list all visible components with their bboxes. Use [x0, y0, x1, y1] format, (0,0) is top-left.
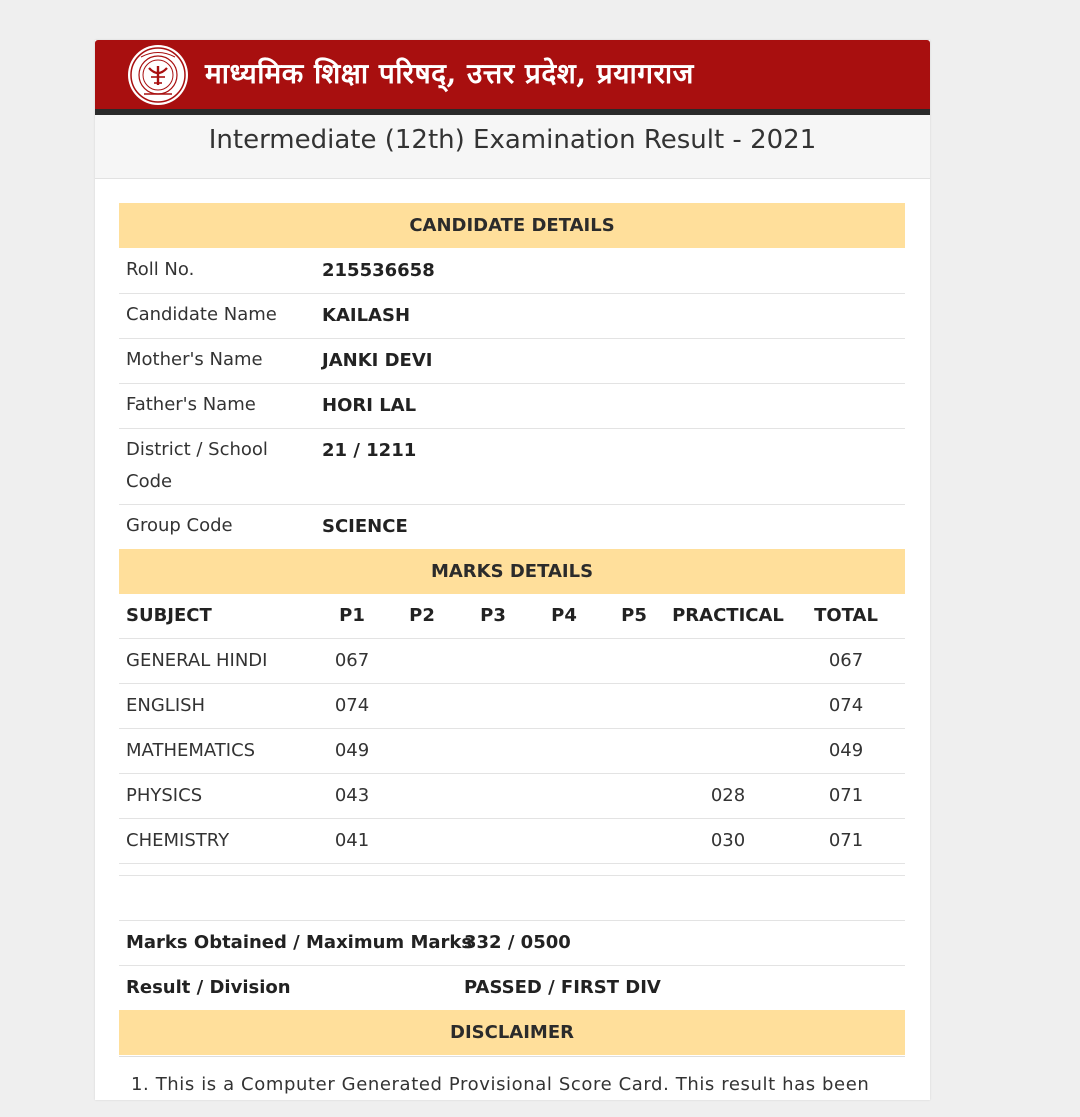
- table-row: [119, 819, 905, 864]
- p4-cell: [539, 774, 589, 818]
- result-division-row: [119, 966, 905, 1010]
- p3-cell: [468, 639, 518, 683]
- p5-cell: [609, 684, 659, 728]
- practical-cell: [672, 729, 784, 773]
- subject-cell: MATHEMATICS: [126, 740, 256, 761]
- exam-title: Intermediate (12th) Examination Result - 2021: [208, 125, 817, 155]
- p5-cell: [609, 819, 659, 863]
- p5-cell: [609, 639, 659, 683]
- column-header-subject: SUBJECT: [126, 605, 212, 626]
- p3-cell: [468, 774, 518, 818]
- p5-cell: [609, 774, 659, 818]
- table-spacer-row: [119, 876, 905, 921]
- father-name-label: Father's Name: [126, 394, 256, 415]
- district-school-code-value: 21 / 1211: [322, 440, 417, 461]
- mother-name-row: [119, 338, 905, 384]
- roll-number-value: 215536658: [322, 260, 435, 281]
- practical-cell: [672, 684, 784, 728]
- marks-obtained-value: 332 / 0500: [464, 932, 571, 953]
- board-header: [95, 40, 930, 109]
- p1-cell: 041: [334, 830, 370, 851]
- mother-name-value: JANKI DEVI: [322, 350, 433, 371]
- column-header-total: TOTAL: [814, 605, 878, 626]
- p3-cell: [468, 684, 518, 728]
- disclaimer-box: [119, 1056, 905, 1117]
- candidate-name-label: Candidate Name: [126, 304, 277, 325]
- mother-name-label: Mother's Name: [126, 349, 263, 370]
- group-code-label: Group Code: [126, 515, 233, 536]
- table-row: [119, 639, 905, 684]
- subject-cell: ENGLISH: [126, 695, 206, 716]
- p5-cell: [609, 729, 659, 773]
- group-code-row: [119, 504, 905, 549]
- district-school-code-row: [119, 428, 905, 505]
- subject-cell: GENERAL HINDI: [126, 650, 268, 671]
- subject-cell: CHEMISTRY: [126, 830, 230, 851]
- p1-cell: 049: [334, 740, 370, 761]
- disclaimer-text: 1. This is a Computer Generated Provisional Score Card. This result has been: [131, 1074, 870, 1095]
- column-header-p3: P3: [480, 605, 506, 626]
- total-cell: 071: [828, 785, 864, 806]
- table-row: [119, 774, 905, 819]
- p2-cell: [397, 729, 447, 773]
- total-cell: 074: [828, 695, 864, 716]
- p2-cell: [397, 774, 447, 818]
- group-code-value: SCIENCE: [322, 516, 408, 537]
- p2-cell: [397, 819, 447, 863]
- district-school-code-label: District / School Code: [126, 439, 268, 492]
- table-row: [119, 684, 905, 729]
- disclaimer-heading: DISCLAIMER: [119, 1010, 905, 1055]
- father-name-row: [119, 383, 905, 429]
- practical-cell: 028: [710, 785, 746, 806]
- p3-cell: [468, 729, 518, 773]
- p1-cell: 043: [334, 785, 370, 806]
- marks-details-heading: MARKS DETAILS: [119, 549, 905, 594]
- candidate-details-heading: CANDIDATE DETAILS: [119, 203, 905, 248]
- roll-number-row: [119, 248, 905, 294]
- up-board-emblem-icon: [127, 44, 189, 106]
- p4-cell: [539, 684, 589, 728]
- column-header-practical: PRACTICAL: [672, 605, 784, 626]
- total-cell: 071: [828, 830, 864, 851]
- result-division-label: Result / Division: [126, 977, 291, 998]
- p1-cell: 067: [334, 650, 370, 671]
- marks-obtained-row: [119, 921, 905, 966]
- practical-cell: [672, 639, 784, 683]
- marks-obtained-label: Marks Obtained / Maximum Marks: [126, 932, 473, 953]
- p4-cell: [539, 639, 589, 683]
- board-name: माध्यमिक शिक्षा परिषद्, उत्तर प्रदेश, प्रयागराज: [205, 57, 694, 90]
- p2-cell: [397, 639, 447, 683]
- p2-cell: [397, 684, 447, 728]
- table-spacer-row: [119, 864, 905, 876]
- marks-table-header: [119, 594, 905, 639]
- column-header-p4: P4: [551, 605, 577, 626]
- p3-cell: [468, 819, 518, 863]
- total-cell: 067: [828, 650, 864, 671]
- result-card: [95, 40, 930, 1100]
- candidate-name-value: KAILASH: [322, 305, 411, 326]
- candidate-name-row: [119, 293, 905, 339]
- total-cell: 049: [828, 740, 864, 761]
- practical-cell: 030: [710, 830, 746, 851]
- column-header-p2: P2: [409, 605, 435, 626]
- subject-cell: PHYSICS: [126, 785, 203, 806]
- p4-cell: [539, 729, 589, 773]
- table-row: [119, 729, 905, 774]
- p4-cell: [539, 819, 589, 863]
- column-header-p5: P5: [621, 605, 647, 626]
- p1-cell: 074: [334, 695, 370, 716]
- roll-number-label: Roll No.: [126, 259, 195, 280]
- result-division-value: PASSED / FIRST DIV: [464, 977, 661, 998]
- column-header-p1: P1: [339, 605, 365, 626]
- father-name-value: HORI LAL: [322, 395, 417, 416]
